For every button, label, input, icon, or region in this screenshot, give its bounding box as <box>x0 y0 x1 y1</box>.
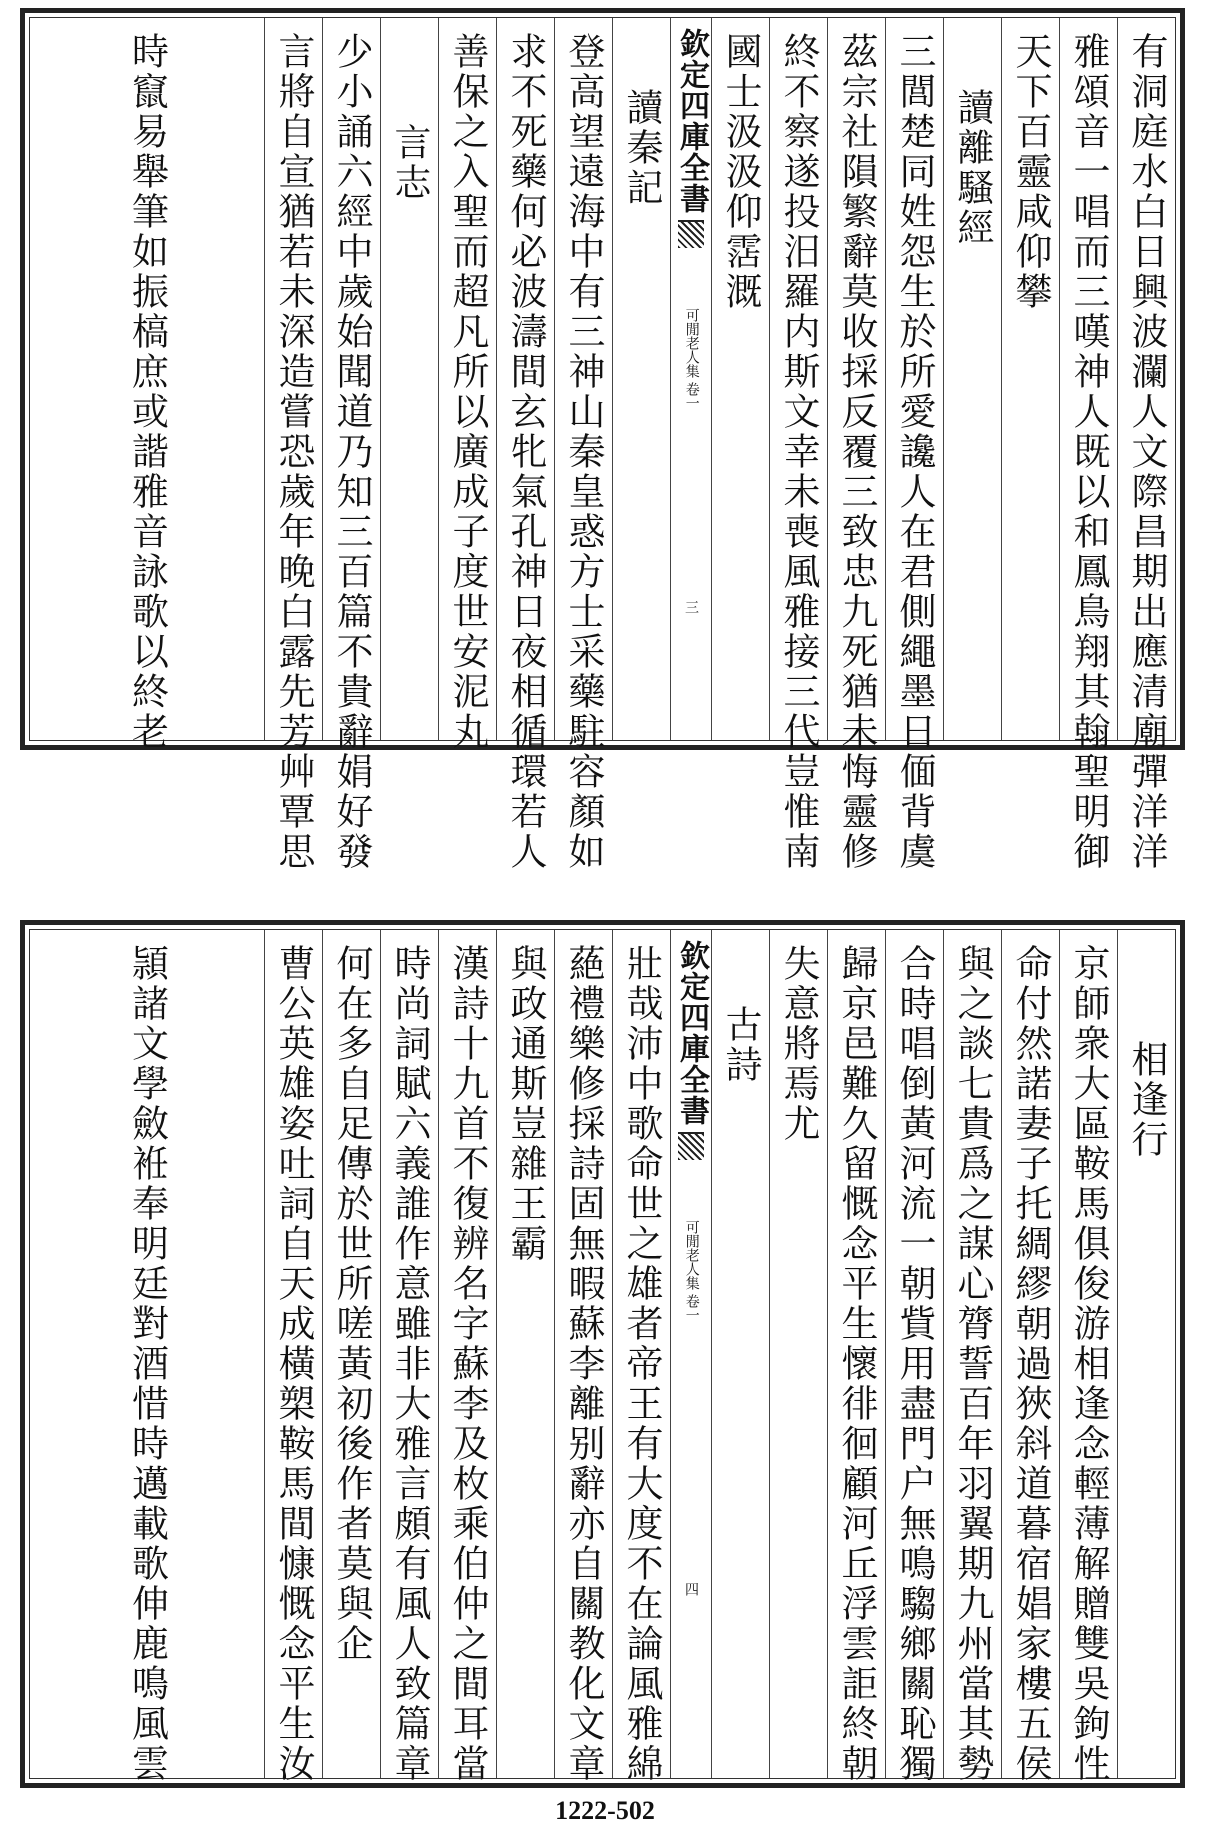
page-number: 四 <box>683 1582 699 1596</box>
text-column: 求不死藥何必波濤間玄牝氣孔神日夜相循環若人 <box>496 18 554 740</box>
book-title: 欽定四庫全書 <box>674 28 709 214</box>
text-column: 善保之入聖而超凡所以廣成子度世安泥丸 <box>438 18 496 740</box>
top-page-columns <box>29 17 1176 872</box>
text-column: 合時唱倒黃河流一朝貲用盡門户無鳴騶鄉關恥獨 <box>885 930 943 1778</box>
poem-title: 言志 <box>380 18 438 740</box>
text-column: 茲宗社隕繁辭莫收採反覆三致忠九死猶未悔靈修 <box>827 18 885 740</box>
text-column: 國士汲汲仰霑溉 <box>711 18 769 740</box>
center-fold <box>670 18 711 740</box>
page-number: 三 <box>683 600 699 614</box>
poem-title: 讀離騷經 <box>943 18 1001 740</box>
text-column: 失意將焉尤 <box>769 930 827 1778</box>
text-column: 與政通斯豈雜王霸 <box>496 930 554 1778</box>
text-column: 三閭楚同姓怨生於所愛讒人在君側繩墨日偭背虞 <box>885 18 943 740</box>
text-column: 有洞庭水白日興波瀾人文際昌期出應清廟彈洋洋 <box>1117 18 1175 740</box>
text-column: 時尚詞賦六義誰作意雖非大雅言頗有風人致篇章 <box>380 930 438 1778</box>
text-column: 雅頌音一唱而三嘆神人既以和鳳鳥翔其翰聖明御 <box>1059 18 1117 740</box>
text-column: 頴諸文學斂袵奉明廷對酒惜時邁載歌伸鹿鳴風雲 <box>125 944 169 1784</box>
text-column: 壯哉沛中歌命世之雄者帝王有大度不在論風雅綿 <box>612 930 670 1778</box>
poem-title: 讀秦記 <box>612 18 670 740</box>
book-title: 欽定四庫全書 <box>674 940 709 1126</box>
fishtail-ornament <box>678 1132 704 1160</box>
bottom-page <box>20 920 1185 1788</box>
collection-title: 可閒老人集 <box>683 308 700 378</box>
poem-title: 古詩 <box>711 930 769 1778</box>
text-column: 京師衆大區鞍馬俱俊游相逢念輕薄解贈雙吳鉤性 <box>1059 930 1117 1778</box>
text-column: 蕝禮樂修採詩固無暇蘇李離别辭亦自關教化文章 <box>554 930 612 1778</box>
text-column: 何在多自足傳於世所嗟黃初後作者莫與企 <box>322 930 380 1778</box>
fishtail-ornament <box>678 220 704 248</box>
top-page <box>20 8 1185 872</box>
text-column: 言將自宣猶若未深造嘗恐歲年晚白露先芳艸覃思 <box>264 18 322 740</box>
text-column: 漢詩十九首不復辨名字蘇李及枚乘伯仲之間耳當 <box>438 930 496 1778</box>
text-column: 登高望遠海中有三神山秦皇惑方士采藥駐容顏如 <box>554 18 612 740</box>
volume-label: 卷一 <box>683 1294 700 1322</box>
text-column: 與之談七貴爲之謀心膂誓百年羽翼期九州當其勢 <box>943 930 1001 1778</box>
text-column: 曹公英雄姿吐詞自天成橫槊鞍馬間慷慨念平生汝 <box>264 930 322 1778</box>
text-column: 終不察遂投汨羅内斯文幸未喪風雅接三代豈惟南 <box>769 18 827 740</box>
poem-title: 相逢行 <box>1117 930 1175 1778</box>
page-reference: 1222-502 <box>555 1796 655 1825</box>
center-fold <box>670 930 711 1778</box>
text-column: 天下百靈咸仰攀 <box>1001 18 1059 740</box>
volume-label: 卷一 <box>683 382 700 410</box>
text-column: 命付然諾妻子托綢繆朝過狹斜道暮宿娼家樓五侯 <box>1001 930 1059 1778</box>
collection-title: 可閒老人集 <box>683 1220 700 1290</box>
text-column: 少小誦六經中歲始聞道乃知三百篇不貴辭娟好發 <box>322 18 380 740</box>
text-column: 時竄易舉筆如振槁庶或諧雅音詠歌以終老 <box>125 32 169 752</box>
bottom-page-columns <box>29 929 1176 1784</box>
text-column: 歸京邑難久留慨念平生懷徘徊顧河丘浮雲詎終朝 <box>827 930 885 1778</box>
